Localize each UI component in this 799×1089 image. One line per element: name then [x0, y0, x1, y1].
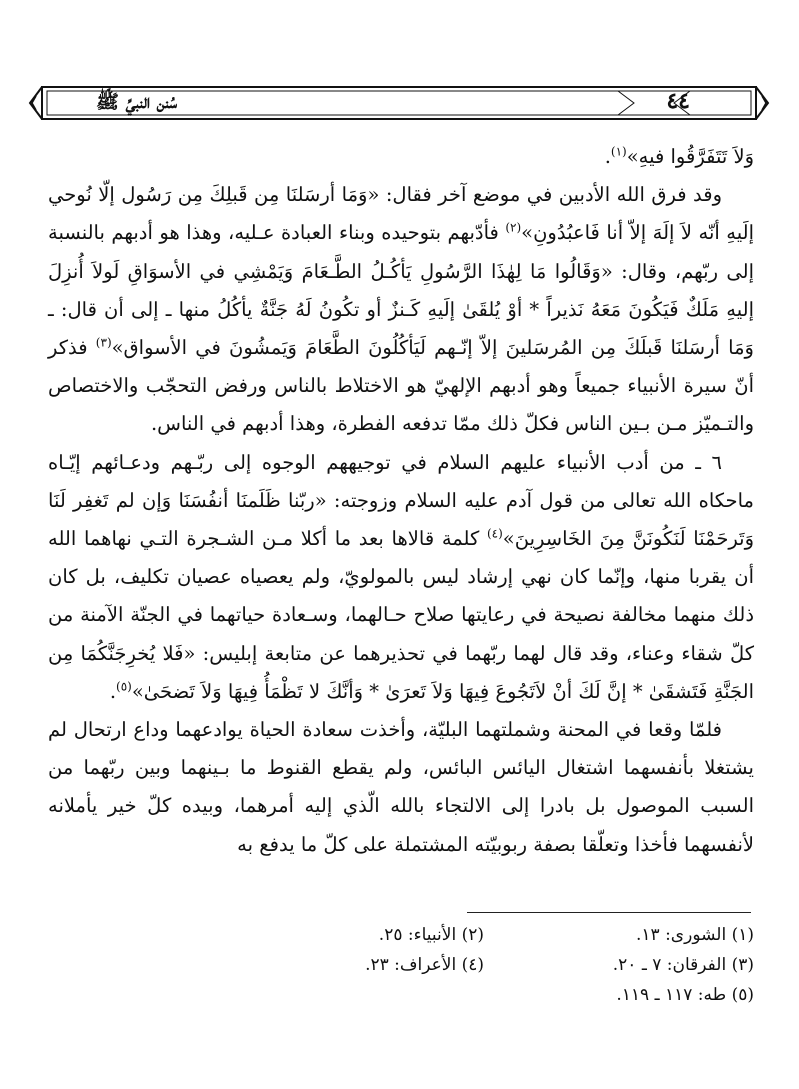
footnote-ref-2: (٢) — [505, 220, 522, 235]
book-title: سُنن النبيِّ ﷺ — [96, 91, 178, 113]
footnote-divider — [467, 912, 751, 913]
paragraph-4: فلمّا وقعا في المحنة وشملتهما البليّة، وأخذت سعادة الحياة يوادعهما وداع ارتحال لم يشتغلا بأنفسهما اشتغال اليائس البائس، ولم يقطع القنوط ما بـينهما وبين ربّهما من السبب الموصول بل بادرا إلى الالتجاء بالله الّذي إليه أمرهما، وبيده كلّ خير يأملانه لأنفسهما فأخذا وتعلّقا بصفة ربوبيّته المشتملة على كلّ ما يدفع به — [48, 718, 754, 856]
paragraph-3 — [48, 444, 754, 711]
running-header — [28, 82, 770, 124]
paragraph-2b-text: فأدّبهم بتوحيده وبناء العبادة عـليه، وهذا هو أدبهم بالنسبة إلى ربّهم، وقال: «وَقَالُوا مَا لِهٰذَا الرَّسُولِ يَأكُـلُ الطَّـعَامَ وَيَمْشِي في الأسوَاقِ لَولاَ أُنزِلَ إليهِ مَلَكٌ فَيَكُونَ مَعَهُ نَذيراً * أوْ يُلقَىٰ إلَيهِ كَـنزٌ أو تكُونُ لَهُ جَنَّةٌ يأكُلُ منها ـ إلى أن قال: ـ وَمَا أرسَلنَا قَبلَكَ مِن المُرسَلينَ إلاّ إنّـهم لَيَأكُلُونَ الطَّعَامَ وَيَمشُونَ في الأسواق» — [48, 221, 754, 360]
paragraph-1 — [48, 138, 754, 176]
footnote-3: (٣) الفرقان: ٧ ـ ٢٠. — [612, 955, 754, 975]
page-number: ٤٤ — [666, 88, 690, 114]
paragraph-3b-text: كلمة قالاها بعد ما أكلا مـن الشـجرة التـي نهاهما الله أن يقربا منها، وإنّما كان نهي إرشاد ليس بالمولويّ، ولم يعصياه عصيان تكليف، بل كان ذلك منهما مخالفة نصيحة في رعايتها صلاح حـالهما، وسـعادة حياتهما في الجنّة الآمنة من كلّ شقاء وعناء، وقد قال لهما ربّهما في تحذيرهما عن متابعة إبليس: «فَلا يُخرِجَنَّكُمَا مِن الجَنَّةِ فَتَشقَىٰ * إنَّ لَكَ أنْ لاَتَجُوعَ فِيهَا وَلاَ تَعرَىٰ * وَأنَّكَ لا تَظْمَأُ فِيهَا وَلاَ تَضحَىٰ» — [48, 527, 754, 703]
paragraph-1-text: وَلاَ تَتَفَرَّقُوا فيهِ» — [626, 145, 754, 168]
paragraph-2c-text: فذكر أنّ سيرة الأنبياء جميعاً وهو أدبهم الإلهيّ هو الاختلاط بالناس ورفض التحجّب والاختصاص والتـميّز مـن بـين الناس فكلّ ذلك ممّا تدفعه الفطرة، وهذا أدبهم في الناس. — [48, 336, 754, 436]
main-text — [48, 138, 754, 864]
footnotes — [48, 920, 754, 1010]
footnote-row-3 — [48, 980, 754, 1010]
footnote-row-1 — [48, 920, 754, 950]
footnote-2: (٢) الأنبياء: ٢٥. — [378, 925, 484, 945]
footnote-4: (٤) الأعراف: ٢٣. — [365, 955, 484, 975]
footnote-1: (١) الشورى: ١٣. — [636, 925, 754, 945]
footnote-ref-5: (٥) — [116, 679, 132, 694]
footnote-ref-1: (١) — [610, 144, 627, 159]
paragraph-2a-text: وقد فرق الله الأدبين في موضع آخر فقال: «وَمَا أرسَلنَا مِن قَبلِكَ مِن رَسُول إلّا نُوحي إلَيهِ أنّه لاَ إلَهَ إلاّ أنا فَاعبُدُونِ» — [48, 183, 754, 245]
footnote-ref-4: (٤) — [486, 526, 503, 541]
paragraph-2 — [48, 176, 754, 443]
paragraph-3a-text: ٦ ـ من أدب الأنبياء عليهم السلام في توجيههم الوجوه إلى ربّـهم ودعـائهم إيّـاه ماحكاه الله تعالى من قول آدم عليه السلام وزوجته: «ربّنا ظَلَمنَا أنفُسَنَا وَإن لم تَغفِر لَنَا وَتَرحَمْنَا لَنَكُونَنَّ مِنَ الخَاسِرِينَ» — [48, 450, 754, 551]
footnote-5: (٥) طه: ١١٧ ـ ١١٩. — [616, 985, 754, 1005]
footnote-ref-3: (٣) — [95, 335, 112, 350]
footnote-row-2 — [48, 950, 754, 980]
paragraph-3-end: . — [109, 679, 117, 703]
paragraph-1-end: . — [604, 145, 611, 168]
